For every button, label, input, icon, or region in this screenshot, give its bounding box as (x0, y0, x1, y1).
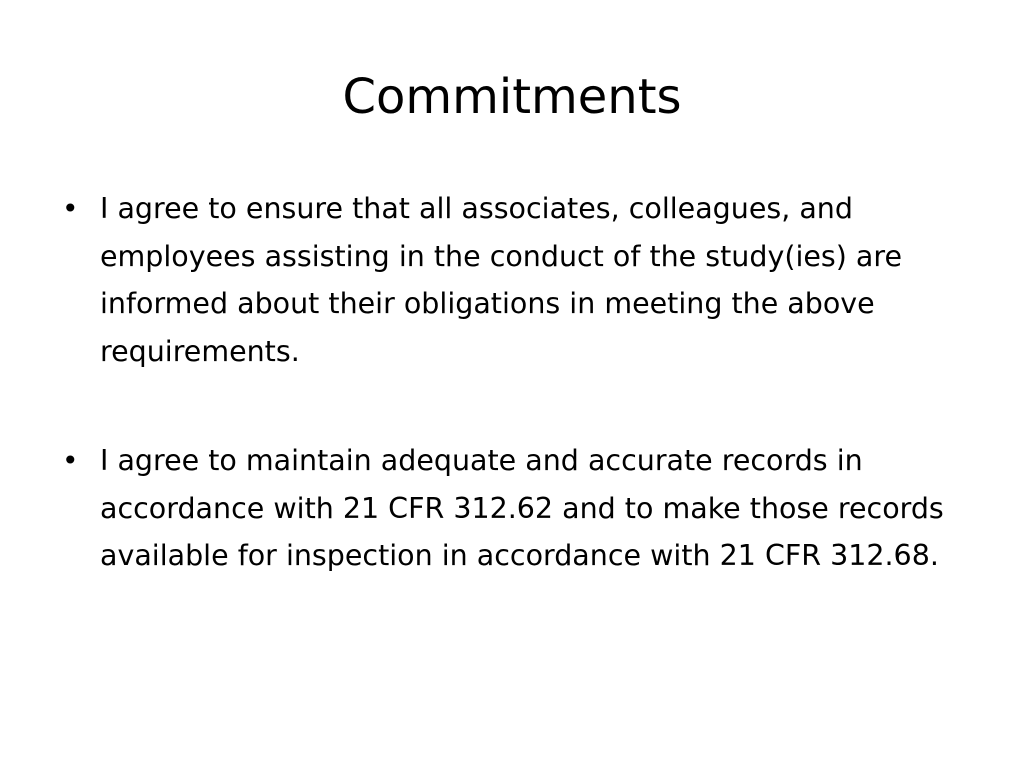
bullet-text: I agree to maintain adequate and accurate records in accordance with 21 CFR 312.62 and to make those records available for inspection in accordance with 21 CFR 312.68. (100, 444, 944, 572)
bullet-dot-icon: • (62, 444, 79, 477)
bullet-item (62, 437, 970, 580)
bullet-list (62, 185, 970, 580)
bullet-dot-icon: • (62, 192, 79, 225)
slide-title: Commitments (342, 69, 682, 125)
bullet-text: I agree to ensure that all associates, colleagues, and employees assisting in the conduct of the study(ies) are informed about their obligations in meeting the above requirements. (100, 192, 903, 368)
bullet-item (62, 185, 970, 375)
